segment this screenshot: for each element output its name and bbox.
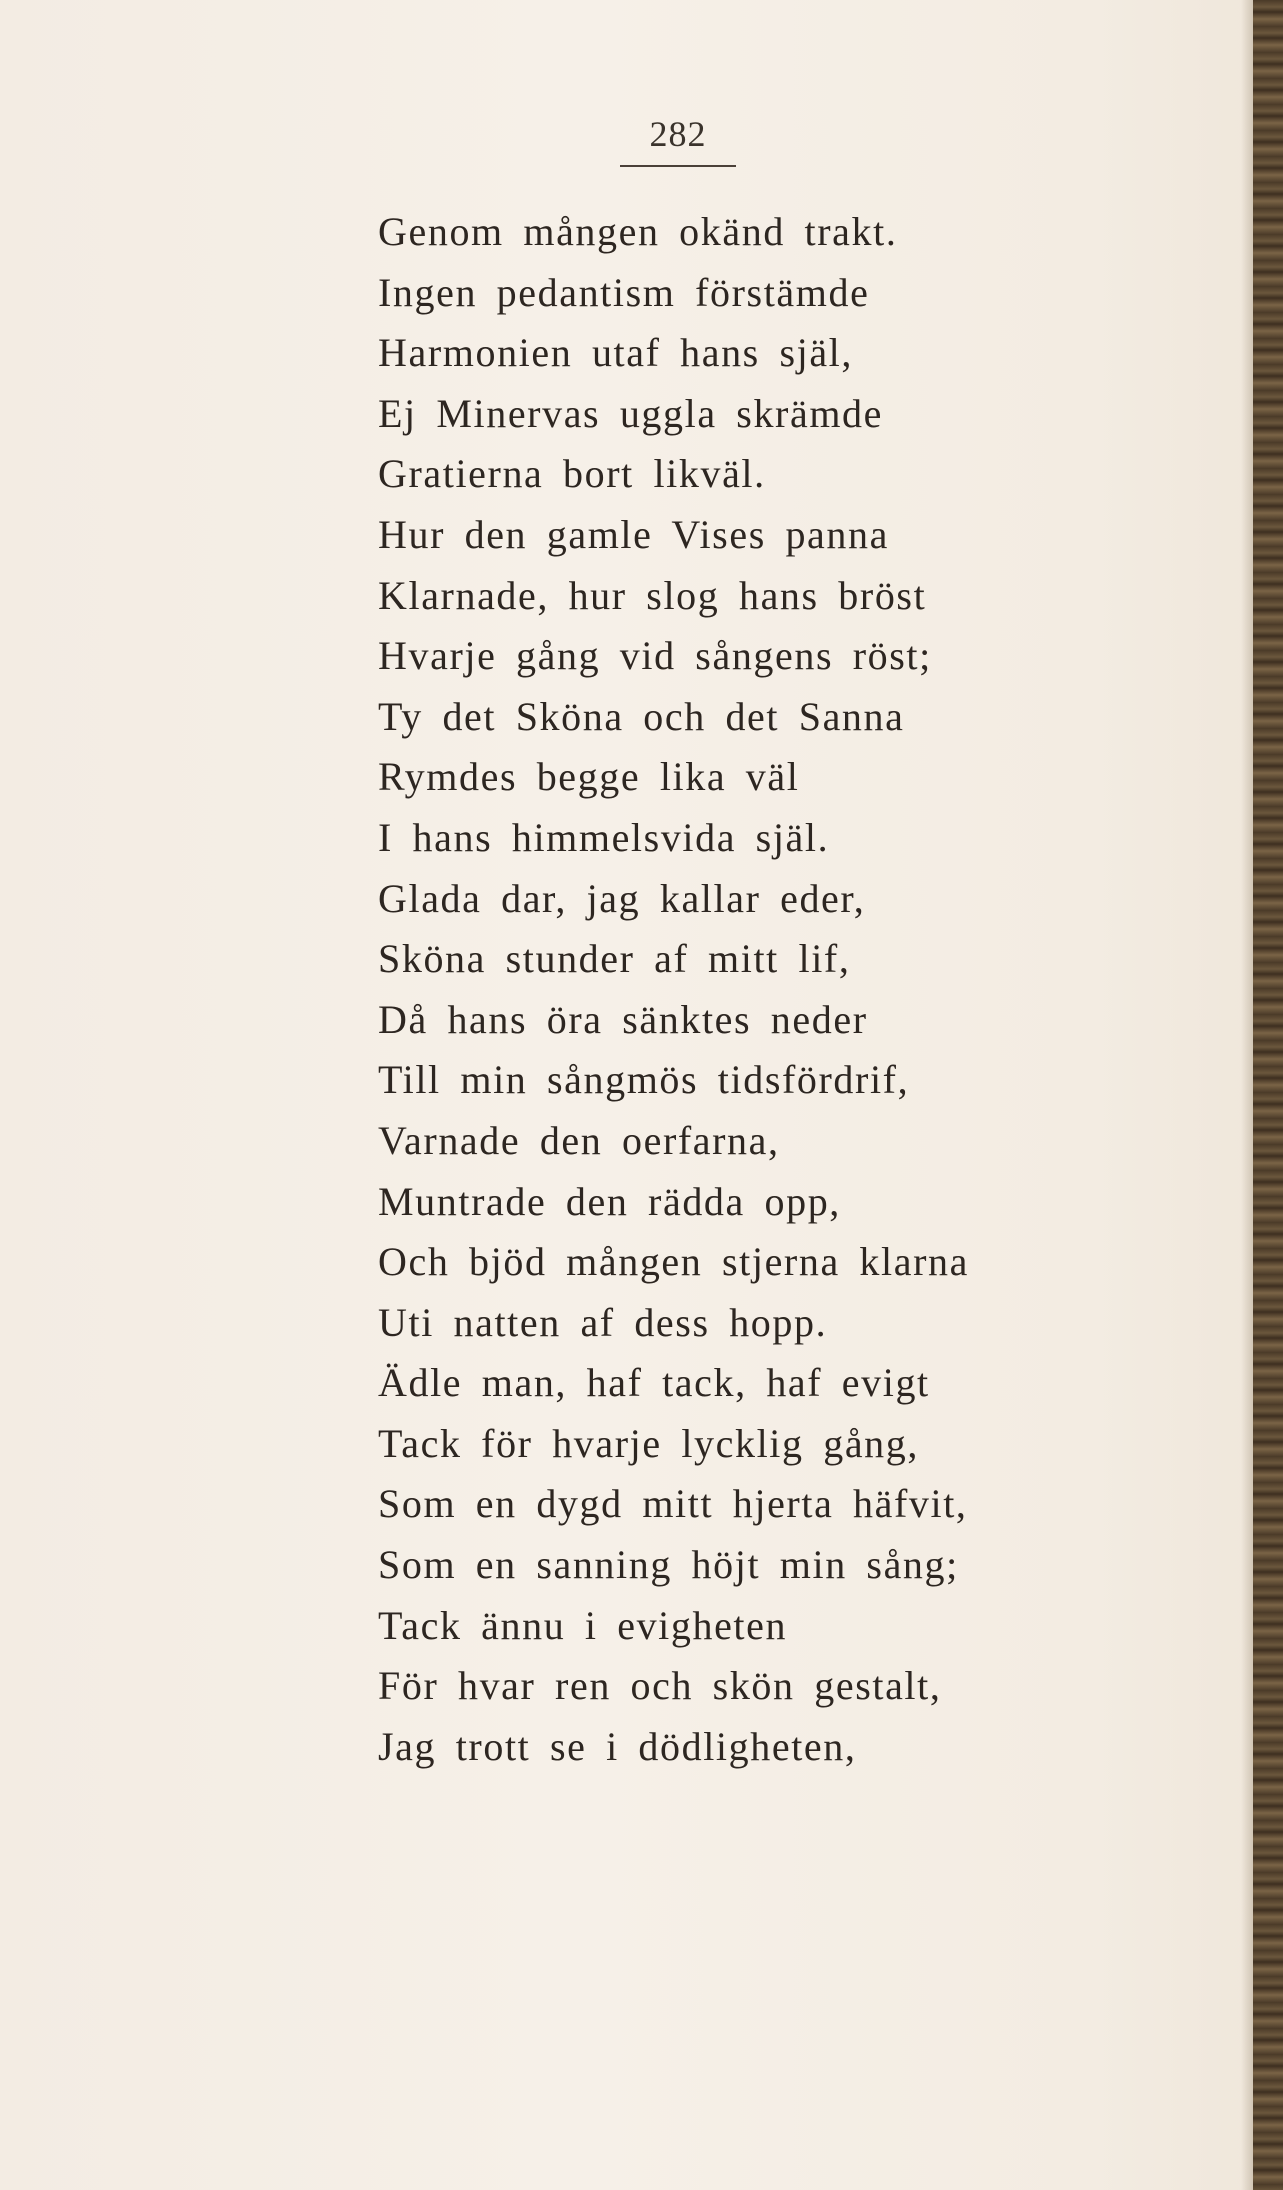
poem-line: Gratierna bort likväl. [378, 451, 766, 497]
poem-line: Ingen pedantism förstämde [378, 269, 870, 315]
page-number: 282 [649, 114, 707, 154]
poem-line: Muntrade den rädda opp, [378, 1178, 841, 1224]
page-number-rule [620, 165, 736, 167]
poem-line: Varnade den oerfarna, [378, 1117, 780, 1163]
poem-line: För hvar ren och skön gestalt, [378, 1663, 942, 1709]
poem-line: Sköna stunder af mitt lif, [378, 936, 851, 982]
poem-line: Harmonien utaf hans själ, [378, 330, 853, 376]
poem-line: I hans himmelsvida själ. [378, 814, 830, 860]
poem-line: Som en sanning höjt min sång; [378, 1542, 959, 1588]
book-edge [1253, 0, 1283, 2190]
poem-line: Ty det Sköna och det Sanna [378, 693, 905, 739]
poem-line: Hur den gamle Vises panna [378, 511, 889, 557]
poem-line: Tack ännu i evigheten [378, 1602, 788, 1648]
poem-line: Uti natten af dess hopp. [378, 1299, 828, 1345]
poem-line: Rymdes begge lika väl [378, 754, 800, 800]
poem-line: Jag trott se i dödligheten, [378, 1723, 857, 1769]
poem-line: Genom mången okänd trakt. [378, 209, 898, 254]
page-gutter-shadow [1241, 0, 1253, 2190]
poem-line: Och bjöd mången stjerna klarna [378, 1239, 969, 1285]
poem-line: Klarnade, hur slog hans bröst [378, 572, 927, 618]
poem-text [378, 202, 969, 1777]
poem-line: Tack för hvarje lycklig gång, [378, 1420, 919, 1466]
poem-line: Ej Minervas uggla skrämde [378, 390, 883, 436]
poem-line: Glada dar, jag kallar eder, [378, 875, 866, 921]
poem-line: Ädle man, haf tack, haf evigt [378, 1360, 930, 1406]
poem-line: Till min sångmös tidsfördrif, [378, 1057, 910, 1103]
poem-line: Hvarje gång vid sångens röst; [378, 633, 932, 679]
poem-line: Då hans öra sänktes neder [378, 996, 868, 1042]
poem-line: Som en dygd mitt hjerta häfvit, [378, 1481, 968, 1527]
